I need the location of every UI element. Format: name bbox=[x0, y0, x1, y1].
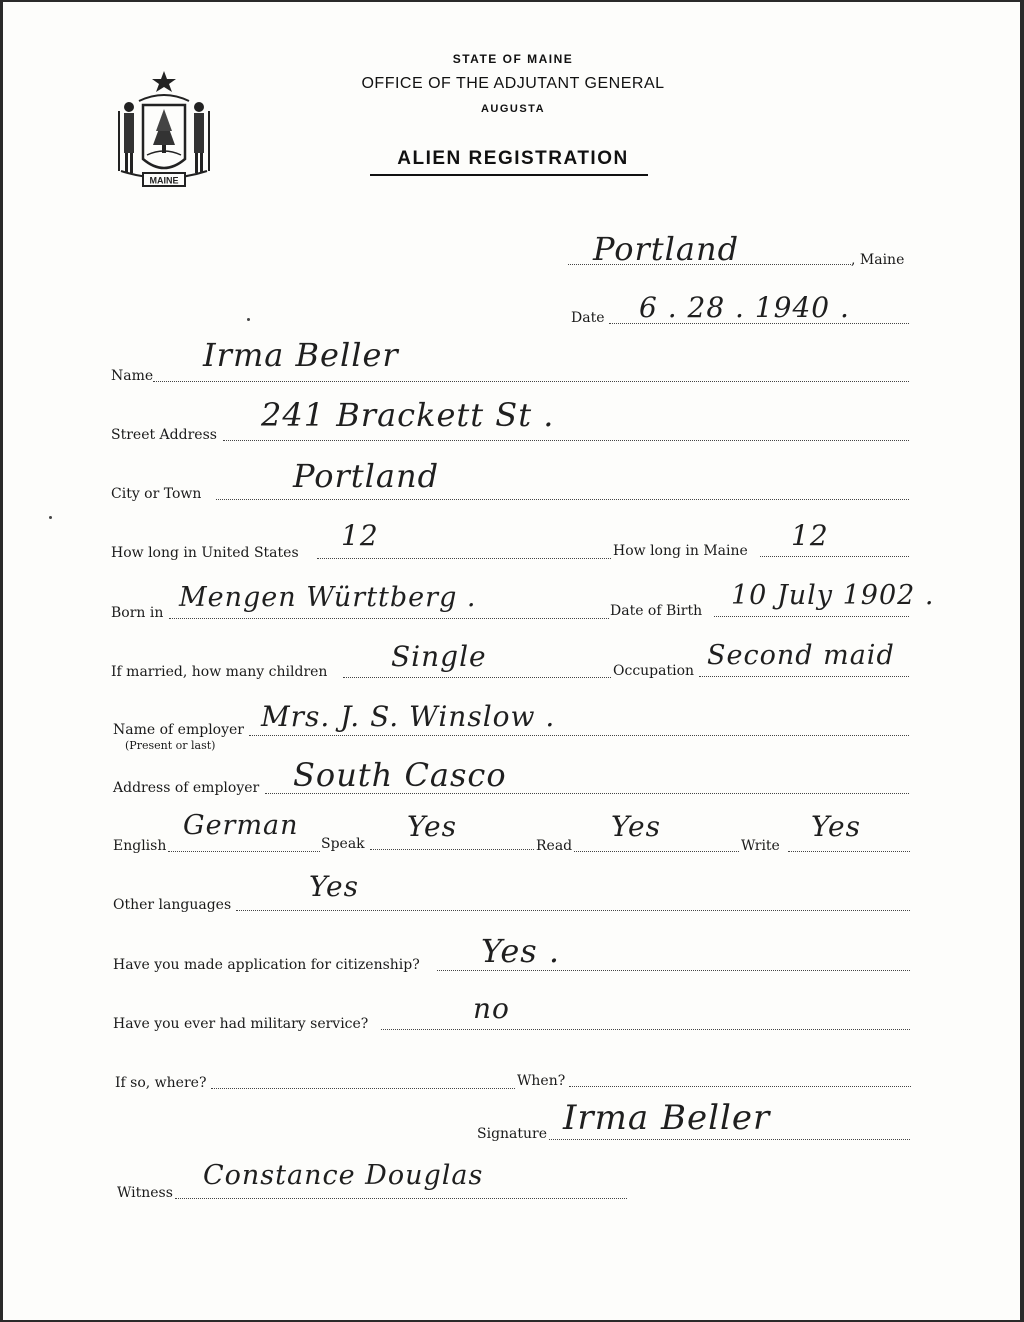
date-of-birth-label: Date of Birth bbox=[610, 603, 703, 619]
name-of-employer-value: Mrs. J. S. Winslow . bbox=[261, 700, 556, 733]
if-so-where-label: If so, where? bbox=[115, 1075, 207, 1091]
citizenship-value: Yes . bbox=[481, 932, 561, 970]
signature-line bbox=[549, 1139, 910, 1140]
english-value: German bbox=[183, 810, 299, 841]
born-in-value: Mengen Württberg . bbox=[179, 582, 477, 613]
how-long-us-line bbox=[317, 558, 611, 559]
other-languages-value: Yes bbox=[309, 870, 359, 903]
write-line bbox=[788, 851, 910, 852]
write-value: Yes bbox=[811, 810, 861, 843]
how-long-us-value: 12 bbox=[341, 519, 379, 552]
name-label: Name bbox=[111, 368, 154, 384]
speak-value: Yes bbox=[407, 810, 457, 843]
date-of-birth-value: 10 July 1902 . bbox=[731, 580, 935, 611]
if-married-label: If married, how many children bbox=[111, 664, 328, 680]
street-address-label: Street Address bbox=[111, 427, 217, 443]
read-label: Read bbox=[536, 838, 573, 854]
address-of-employer-label: Address of employer bbox=[113, 780, 260, 796]
signature-label: Signature bbox=[477, 1126, 548, 1142]
name-value: Irma Beller bbox=[203, 336, 399, 374]
street-address-line bbox=[223, 440, 909, 441]
if-so-where-line bbox=[211, 1088, 515, 1089]
how-long-maine-line bbox=[760, 556, 909, 557]
military-label: Have you ever had military service? bbox=[113, 1016, 369, 1032]
born-in-label: Born in bbox=[111, 605, 164, 621]
english-line bbox=[168, 851, 320, 852]
if-married-line bbox=[343, 677, 611, 678]
read-value: Yes bbox=[611, 810, 661, 843]
occupation-line bbox=[699, 676, 909, 677]
city-or-town-label: City or Town bbox=[111, 486, 202, 502]
signature-value: Irma Beller bbox=[563, 1098, 771, 1138]
date-of-birth-line bbox=[714, 616, 909, 617]
english-label: English bbox=[113, 838, 167, 854]
military-line bbox=[381, 1029, 910, 1030]
name-of-employer-label: Name of employer bbox=[113, 722, 244, 738]
city-or-town-line bbox=[216, 499, 909, 500]
header-state: STATE OF MAINE bbox=[452, 52, 574, 66]
header-city: AUGUSTA bbox=[480, 103, 546, 115]
place-value: Portland bbox=[593, 230, 740, 268]
margin-mark bbox=[247, 318, 250, 321]
present-or-last-label: (Present or last) bbox=[125, 739, 216, 752]
speak-label: Speak bbox=[321, 836, 365, 852]
speak-line bbox=[370, 849, 534, 850]
how-long-maine-label: How long in Maine bbox=[613, 543, 748, 559]
name-of-employer-line bbox=[249, 735, 909, 736]
street-address-value: 241 Brackett St . bbox=[261, 396, 555, 434]
form-title: ALIEN REGISTRATION bbox=[397, 148, 629, 169]
state-seal-icon bbox=[113, 67, 215, 192]
other-languages-line bbox=[236, 910, 910, 911]
occupation-label: Occupation bbox=[613, 663, 695, 679]
how-long-us-label: How long in United States bbox=[111, 545, 299, 561]
witness-line bbox=[175, 1198, 627, 1199]
when-label: When? bbox=[517, 1073, 566, 1089]
citizenship-label: Have you made application for citizenship? bbox=[113, 957, 420, 973]
maine-label: , Maine bbox=[851, 252, 905, 268]
svg-text:MAINE: MAINE bbox=[149, 175, 179, 186]
city-or-town-value: Portland bbox=[293, 457, 440, 495]
when-line bbox=[569, 1086, 911, 1087]
if-married-value: Single bbox=[391, 640, 487, 673]
other-languages-label: Other languages bbox=[113, 897, 232, 913]
header-office: OFFICE OF THE ADJUTANT GENERAL bbox=[361, 75, 665, 92]
military-value: no bbox=[473, 992, 510, 1025]
born-in-line bbox=[169, 618, 609, 619]
occupation-value: Second maid bbox=[707, 640, 895, 671]
form-title-underline bbox=[370, 174, 648, 176]
date-label: Date bbox=[571, 310, 605, 326]
witness-label: Witness bbox=[117, 1185, 173, 1201]
margin-mark bbox=[49, 516, 52, 519]
name-line bbox=[153, 381, 909, 382]
address-of-employer-value: South Casco bbox=[293, 756, 507, 794]
write-label: Write bbox=[741, 838, 780, 854]
read-line bbox=[574, 851, 739, 852]
witness-value: Constance Douglas bbox=[203, 1160, 484, 1191]
how-long-maine-value: 12 bbox=[791, 519, 829, 552]
date-value: 6 . 28 . 1940 . bbox=[639, 291, 850, 324]
citizenship-line bbox=[437, 970, 910, 971]
